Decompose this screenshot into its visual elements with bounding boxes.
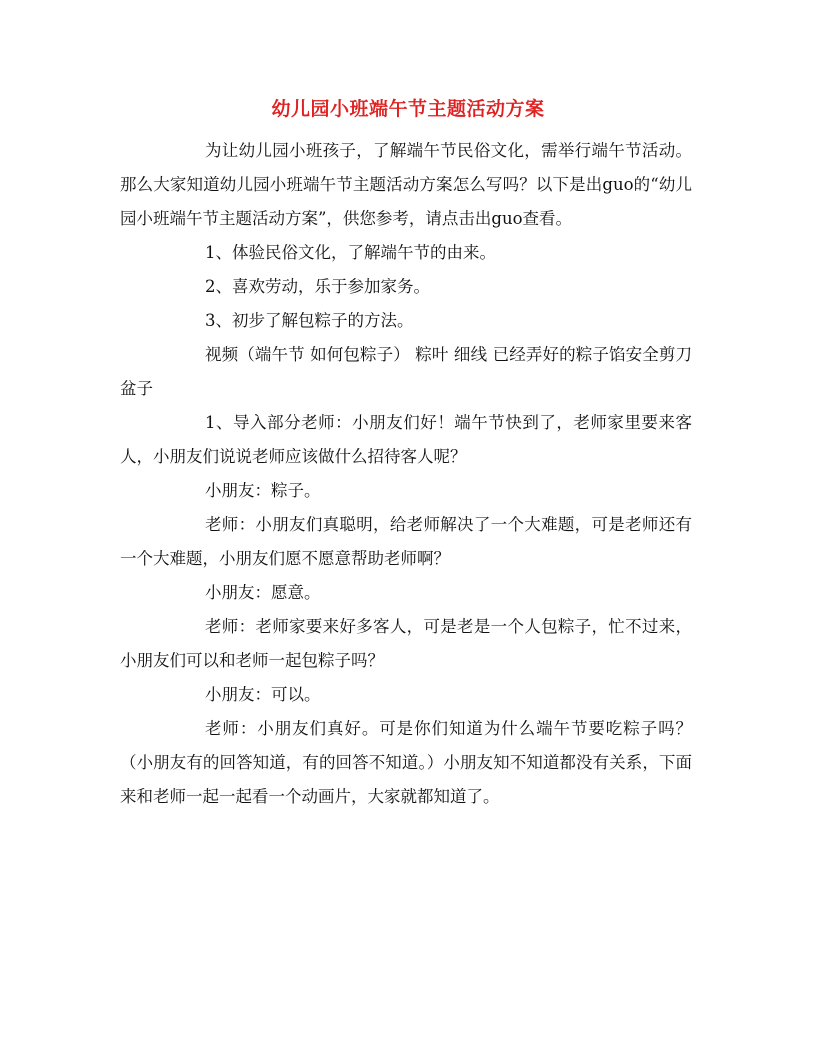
paragraph-dialogue: 老师：老师家要来好多客人，可是老是一个人包粽子，忙不过来，小朋友们可以和老师一起包粽子吗？ xyxy=(120,617,692,670)
paragraph-goal-1: 1、体验民俗文化，了解端午节的由来。 xyxy=(205,243,496,262)
paragraph-step-1: 1、导入部分老师：小朋友们好！端午节快到了，老师家里要来客人，小朋友们说说老师应该做什么招待客人呢？ xyxy=(120,413,692,466)
paragraph-dialogue: 老师：小朋友们真好。可是你们知道为什么端午节要吃粽子吗？（小朋友有的回答知道，有的回答不知道。）小朋友知不知道都没有关系，下面来和老师一起一起看一个动画片，大家就都知道了。 xyxy=(120,719,692,806)
paragraph-goal-2: 2、喜欢劳动，乐于参加家务。 xyxy=(205,277,430,296)
paragraph-dialogue: 小朋友：可以。 xyxy=(205,685,321,704)
paragraph-goal-3: 3、初步了解包粽子的方法。 xyxy=(205,311,414,330)
paragraph-dialogue: 老师：小朋友们真聪明，给老师解决了一个大难题，可是老师还有一个大难题，小朋友们愿不愿意帮助老师啊？ xyxy=(120,515,692,568)
paragraph-materials: 视频（端午节 如何包粽子） 粽叶 细线 已经弄好的粽子馅安全剪刀 盆子 xyxy=(120,345,692,398)
paragraph-dialogue: 小朋友：粽子。 xyxy=(205,481,321,500)
paragraph-intro: 为让幼儿园小班孩子，了解端午节民俗文化，需举行端午节活动。那么大家知道幼儿园小班端午节主题活动方案怎么写吗？以下是出guo的“幼儿园小班端午节主题活动方案”，供您参考，请点击出guo查看。 xyxy=(120,141,692,228)
document-title: 幼儿园小班端午节主题活动方案 xyxy=(271,98,545,120)
paragraph-dialogue: 小朋友：愿意。 xyxy=(205,583,321,602)
document-body xyxy=(120,134,692,814)
